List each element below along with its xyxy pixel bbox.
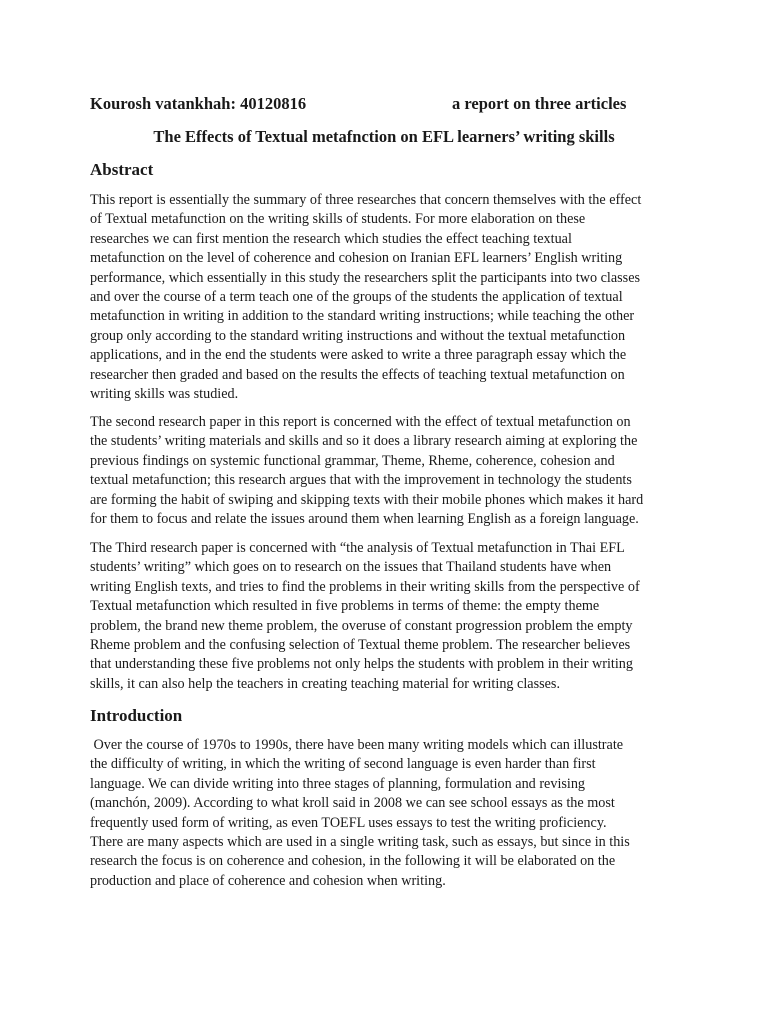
text-line: applications, and in the end the students were asked to write a three paragraph essay which the [90, 347, 627, 364]
introduction-heading: Introduction [90, 706, 183, 725]
report-label: a report on three articles [452, 94, 627, 113]
text-line: are forming the habit of swiping and skipping texts with their mobile phones which makes it hard [90, 491, 644, 508]
text-line: The second research paper in this report is concerned with the effect of textual metafunction on [90, 414, 631, 430]
text-line: There are many aspects which are used in a single writing task, such as essays, but since in this [90, 834, 630, 851]
text-line: students’ writing” which goes on to research on the issues that Thailand students have when [90, 559, 612, 576]
abstract-paragraph-1 [90, 191, 690, 404]
text-line: researcher then graded and based on the results the effects of teaching textual metafunction on [90, 366, 625, 383]
text-line: production and place of coherence and cohesion when writing. [90, 872, 446, 889]
text-line: the difficulty of writing, in which the writing of second language is even harder than first [90, 756, 596, 773]
text-line: for them to focus and relate the issues around them when learning English as a foreign language. [90, 511, 639, 528]
text-line: This report is essentially the summary of three researches that concern themselves with the effect [90, 192, 642, 208]
text-line: Over the course of 1970s to 1990s, there have been many writing models which can illustrate [90, 737, 624, 753]
text-line: The Third research paper is concerned with “the analysis of Textual metafunction in Thai EFL [90, 540, 625, 556]
text-line: performance, which essentially in this study the researchers split the participants into two classes [90, 269, 641, 286]
text-line: metafunction on the level of coherence and cohesion on Iranian EFL learners’ English writing [90, 250, 623, 267]
text-line: (manchón, 2009). According to what kroll said in 2008 we can see school essays as the most [90, 795, 615, 812]
author-id: Kourosh vatankhah: 40120816 [90, 94, 307, 113]
text-line: skills, it can also help the teachers in creating teaching material for writing classes. [90, 675, 560, 692]
text-line: writing English texts, and tries to find the problems in their writing skills from the perspective of [90, 578, 640, 595]
abstract-paragraph-2 [90, 413, 690, 529]
text-line: Textual metafunction which resulted in five problems in terms of theme: the empty theme [90, 598, 600, 615]
text-line: of Textual metafunction on the writing skills of students. For more elaboration on these [90, 211, 586, 228]
abstract-paragraph-3 [90, 539, 690, 694]
text-line: writing skills was studied. [90, 386, 239, 403]
text-line: previous findings on systemic functional grammar, Theme, Rheme, coherence, cohesion and [90, 452, 615, 469]
text-line: language. We can divide writing into three stages of planning, formulation and revising [90, 775, 586, 792]
text-line: frequently used form of writing, as even TOEFL uses essays to test the writing proficiency. [90, 814, 607, 831]
text-line: textual metafunction; this research argues that with the improvement in technology the students [90, 472, 632, 489]
introduction-paragraph-1 [90, 736, 690, 891]
text-line: problem, the brand new theme problem, the overuse of constant progression problem the empty [90, 617, 633, 634]
text-line: researches we can first mention the research which studies the effect teaching textual [90, 230, 572, 247]
text-line: metafunction in writing in addition to the standard writing instructions; while teaching the other [90, 308, 635, 325]
abstract-heading: Abstract [90, 160, 154, 179]
text-line: research the focus is on coherence and cohesion, in the following it will be elaborated on the [90, 853, 616, 870]
text-line: and over the course of a term teach one of the groups of the students the application of textual [90, 289, 623, 306]
text-line: group only according to the standard writing instructions and without the textual metafunction [90, 327, 626, 344]
text-line: the students’ writing materials and skills and so it does a library research aiming at exploring the [90, 433, 638, 450]
text-line: Rheme problem and the confusing selection of Textual theme problem. The researcher believes [90, 637, 631, 654]
document-title: The Effects of Textual metafnction on EFL learners’ writing skills [153, 127, 615, 146]
document-header [90, 94, 690, 116]
text-line: that understanding these five problems not only helps the students with problem in their writing [90, 656, 633, 673]
